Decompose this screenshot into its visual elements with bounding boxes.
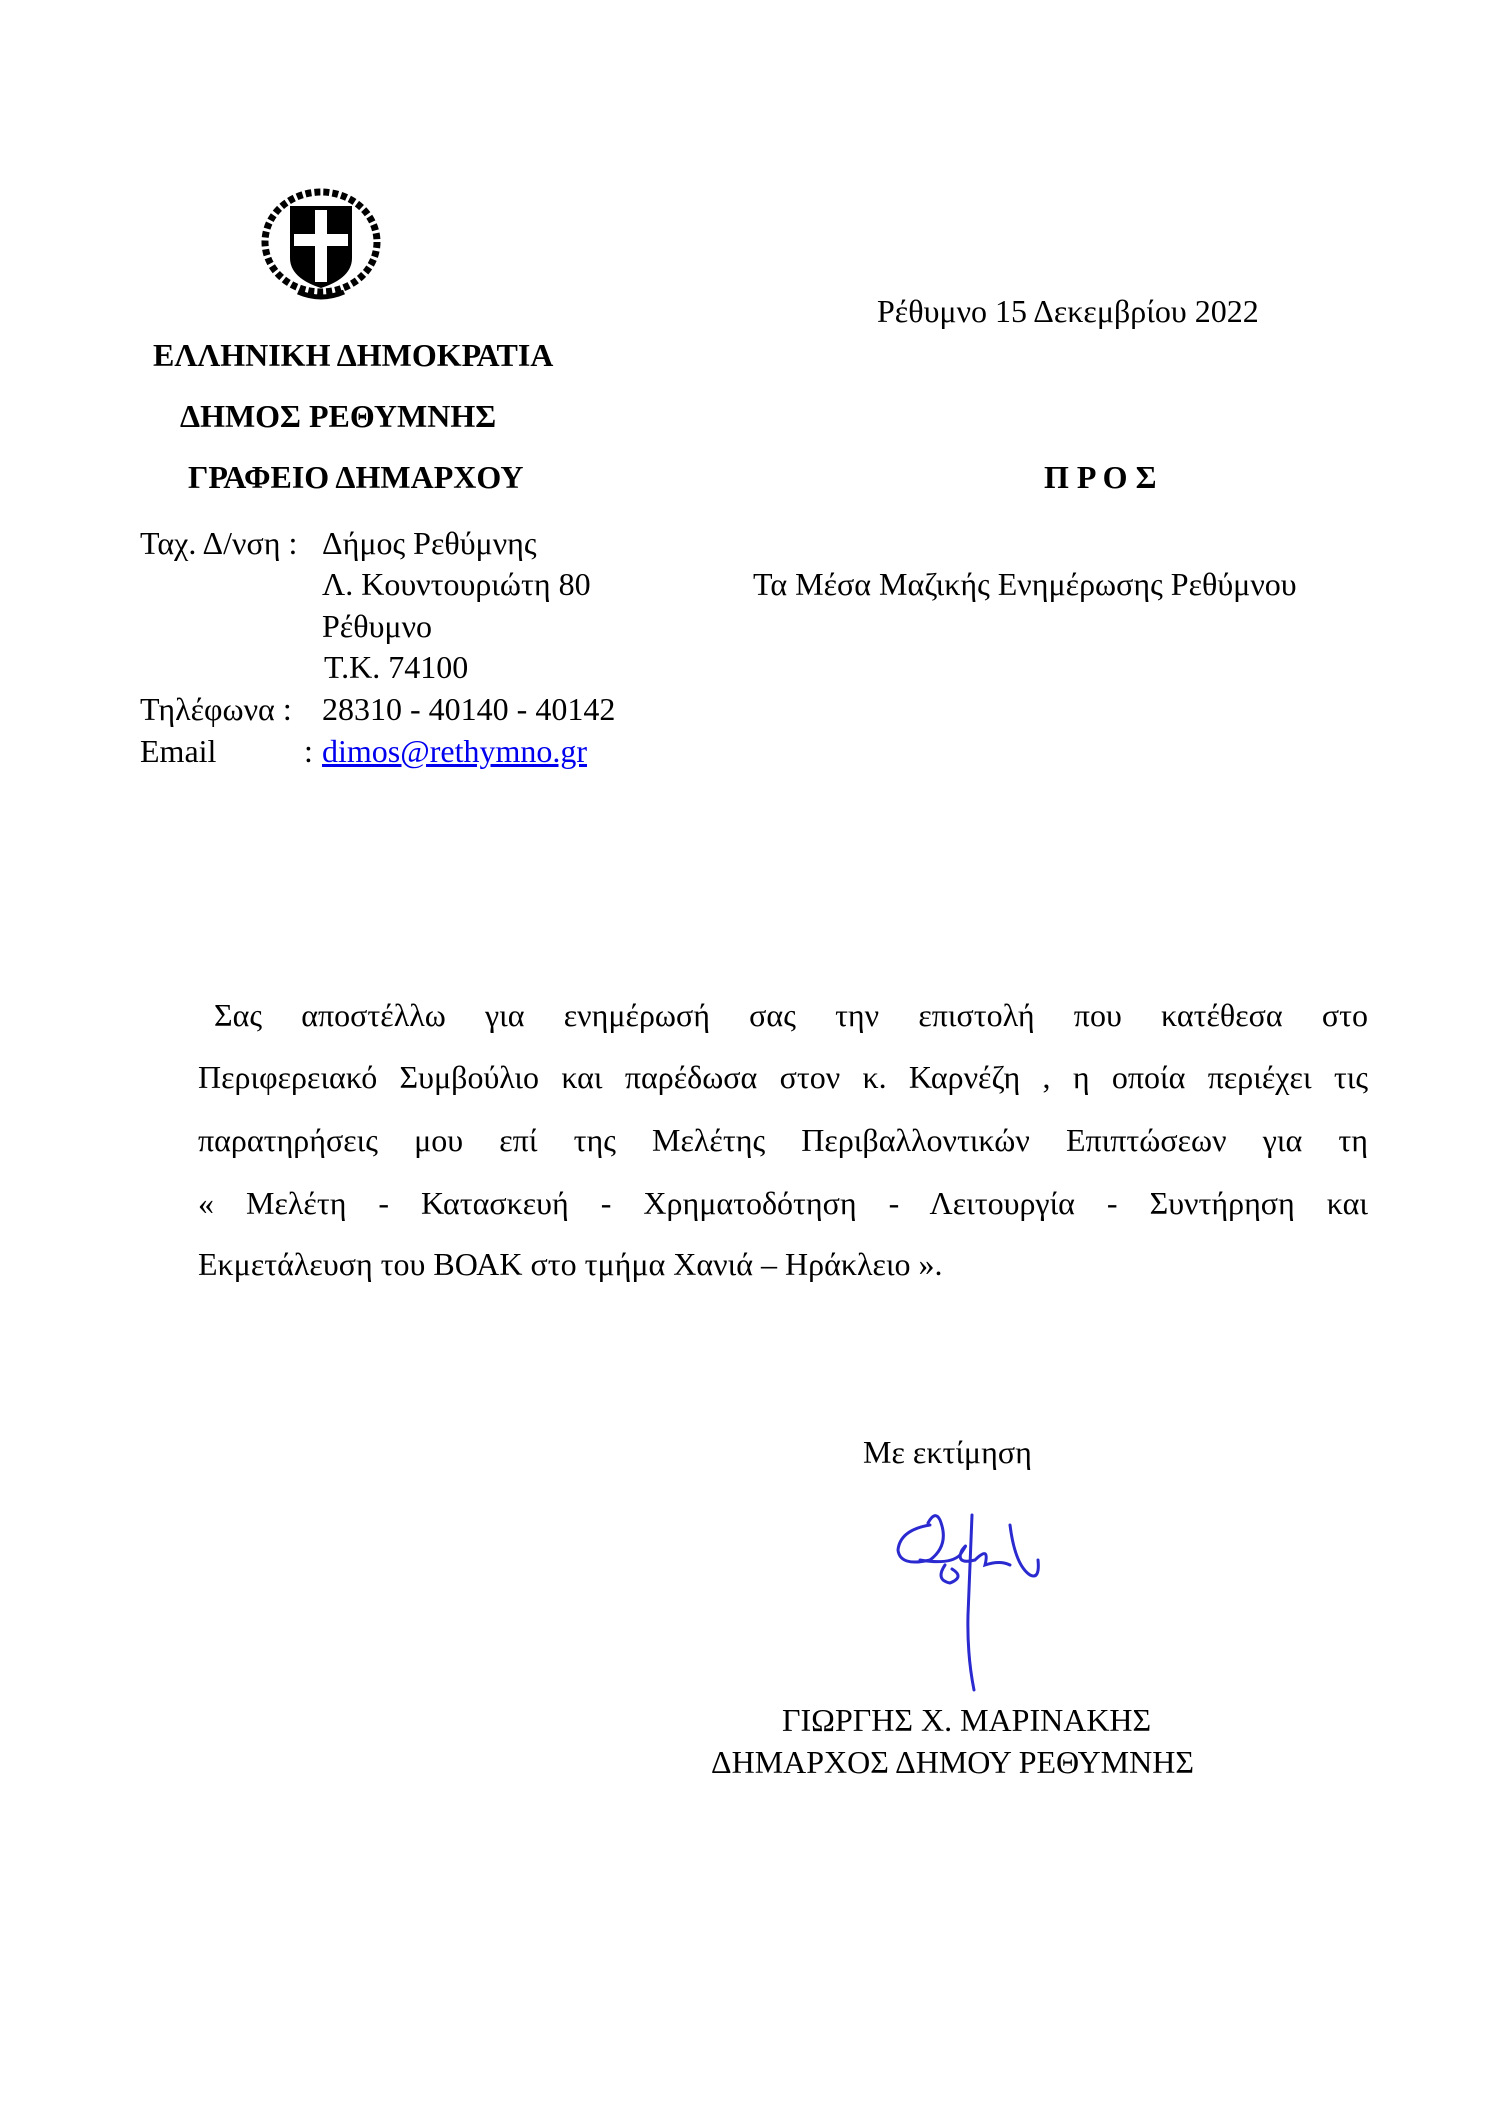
sender-municipality: ΔΗΜΟΣ ΡΕΘΥΜΝΗΣ: [180, 398, 497, 434]
body-line: Εκμετάλευση του ΒΟΑΚ στο τμήμα Χανιά – Ηράκλειο ».: [198, 1246, 943, 1282]
email-label: Email: [140, 733, 217, 769]
recipient-heading: Π Ρ Ο Σ: [1044, 459, 1157, 495]
recipient-name: Τα Μέσα Μαζικής Ενημέρωσης Ρεθύμνου: [753, 566, 1297, 602]
address-label: Ταχ. Δ/νση :: [140, 525, 298, 561]
sender-republic: ΕΛΛΗΝΙΚΗ ΔΗΜΟΚΡΑΤΙΑ: [153, 337, 554, 373]
body-line: παρατηρήσεις μου επί της Μελέτης Περιβαλλοντικών Επιπτώσεων για τη: [198, 1122, 1368, 1158]
letter-date: Ρέθυμνο 15 Δεκεμβρίου 2022: [877, 293, 1259, 329]
greek-emblem-icon: [258, 188, 384, 302]
closing: Με εκτίμηση: [863, 1434, 1032, 1470]
signatory-title: ΔΗΜΑΡΧΟΣ ΔΗΜΟΥ ΡΕΘΥΜΝΗΣ: [711, 1744, 1194, 1780]
email-link[interactable]: dimos@rethymno.gr: [322, 733, 587, 769]
body-line: Σας αποστέλλω για ενημέρωσή σας την επιστολή που κατέθεσα στο: [214, 997, 1368, 1033]
signatory-name: ΓΙΩΡΓΗΣ Χ. ΜΑΡΙΝΑΚΗΣ: [782, 1702, 1152, 1738]
address-line: Λ. Κουντουριώτη 80: [322, 566, 591, 602]
address-line: Δήμος Ρεθύμνης: [322, 525, 537, 561]
body-line: « Μελέτη - Κατασκευή - Χρηματοδότηση - Λειτουργία - Συντήρηση και: [198, 1185, 1368, 1221]
address-line: Ρέθυμνο: [322, 608, 433, 644]
address-line: Τ.Κ. 74100: [324, 649, 469, 685]
phone-label: Τηλέφωνα :: [140, 691, 292, 727]
sender-office: ΓΡΑΦΕΙΟ ΔΗΜΑΡΧΟΥ: [188, 459, 524, 495]
handwritten-signature: [890, 1505, 1050, 1695]
body-line: Περιφερειακό Συμβούλιο και παρέδωσα στον κ. Καρνέζη , η οποία περιέχει τις: [198, 1059, 1368, 1095]
email-separator: :: [304, 733, 313, 769]
phone-value: 28310 - 40140 - 40142: [322, 691, 616, 727]
